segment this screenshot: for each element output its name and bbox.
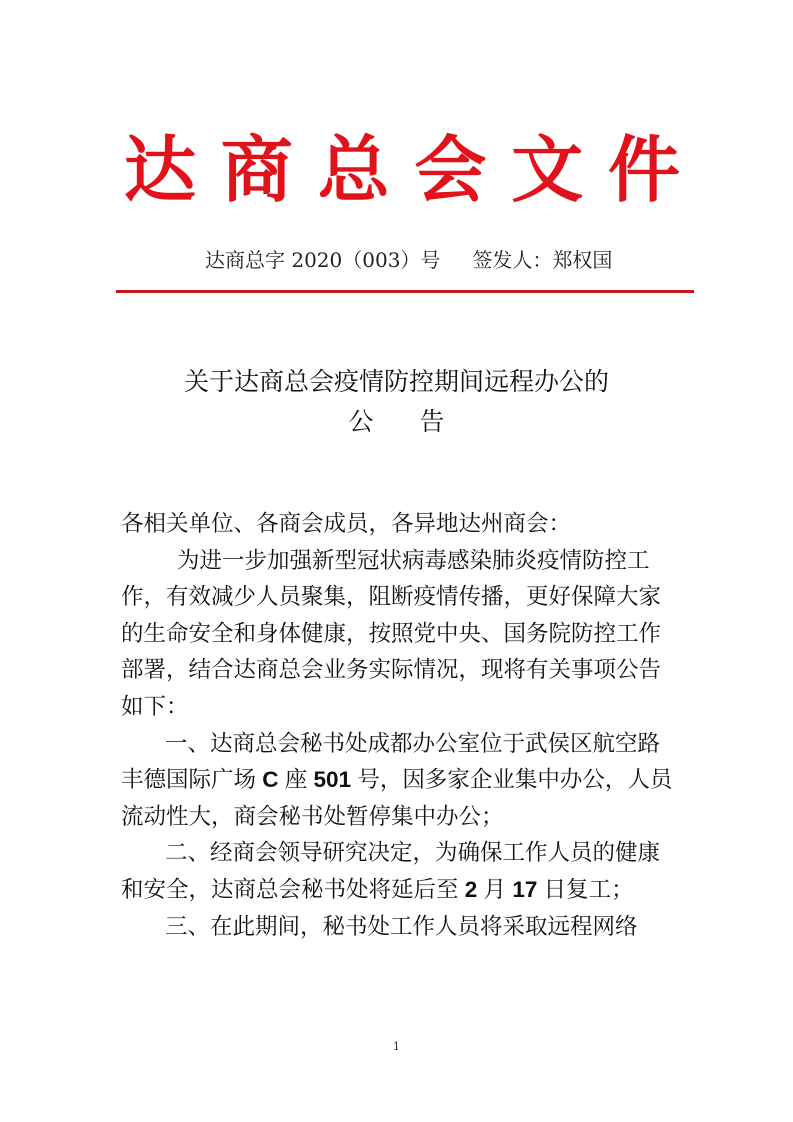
- document-body: [121, 506, 677, 945]
- resume-day: 17: [506, 876, 544, 902]
- item-2-paragraph: [121, 835, 677, 908]
- document-title: [0, 362, 793, 442]
- intro-paragraph: 为进一步加强新型冠状病毒感染肺炎疫情防控工作，有效减少人员聚集，阻断疫情传播，更好保障大家的生命安全和身体健康，按照党中央、国务院防控工作部署，结合达商总会业务实际情况，现将有关事项公告如下：: [121, 547, 662, 720]
- month-unit: 月: [483, 876, 507, 903]
- item-1-prefix: 一、达商总会秘书处成都办公室位于武侯区航空路丰德国际广场: [121, 730, 661, 794]
- masthead-char: 文: [511, 127, 584, 212]
- item-1-suffix: 号，因多家企业集中办公，人员流动性大，商会秘书处暂停集中办公；: [121, 767, 673, 830]
- issuer-name: 郑权国: [552, 248, 613, 272]
- red-divider-rule: [116, 290, 694, 293]
- document-masthead: [124, 122, 680, 218]
- masthead-char: 商: [220, 127, 293, 212]
- masthead-char: 达: [124, 127, 197, 212]
- document-number-row: [205, 246, 612, 274]
- item-1-paragraph: [121, 726, 677, 836]
- masthead-char: 会: [414, 127, 487, 212]
- room-number: 501: [307, 767, 358, 793]
- document-number: 达商总字 2020（003）号: [205, 248, 441, 272]
- building-letter: C: [256, 767, 285, 793]
- item-3-paragraph: 三、在此期间，秘书处工作人员将采取远程网络: [165, 913, 638, 940]
- item-1-mid: 座: [284, 767, 308, 794]
- title-line-2: 公告: [348, 407, 491, 436]
- masthead-char: 总: [317, 127, 390, 212]
- masthead-char: 件: [607, 127, 680, 212]
- title-line-1: 关于达商总会疫情防控期间远程办公的: [183, 367, 609, 396]
- salutation: 各相关单位、各商会成员，各异地达州商会：: [121, 511, 572, 537]
- item-2-suffix: 日复工；: [543, 876, 634, 903]
- item-2-prefix: 二、经商会领导研究决定，为确保工作人员的健康和安全，达商总会秘书处将延后至: [121, 840, 661, 903]
- issuer-label: 签发人：: [472, 248, 553, 272]
- page-number: 1: [393, 1040, 400, 1053]
- resume-month: 2: [458, 876, 484, 902]
